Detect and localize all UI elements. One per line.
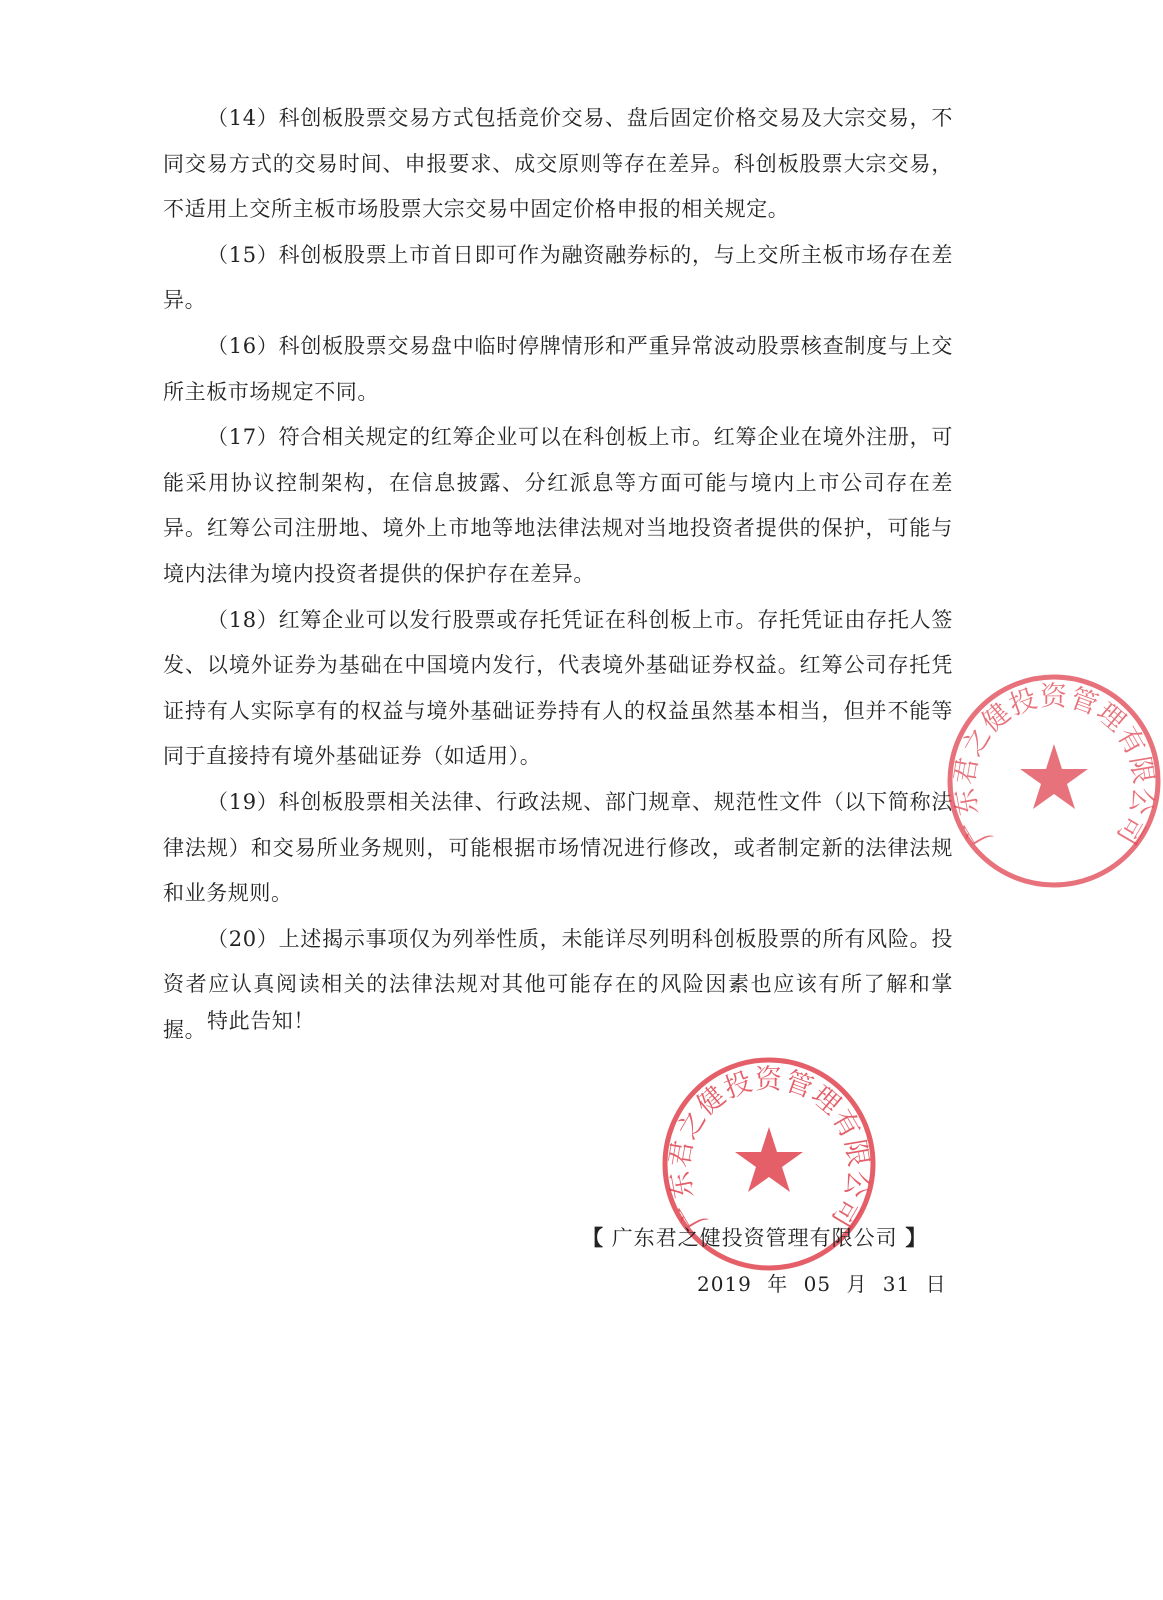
paragraph-17: （17）符合相关规定的红筹企业可以在科创板上市。红筹企业在境外注册，可能采用协议控制架构，在信息披露、分红派息等方面可能与境内上市公司存在差异。红筹公司注册地、境外上市地等地法律法规对当地投资者提供的保护，可能与境内法律为境内投资者提供的保护存在差异。	[163, 425, 953, 586]
paragraph-18: （18）红筹企业可以发行股票或存托凭证在科创板上市。存托凭证由存托人签发、以境外证券为基础在中国境内发行，代表境外基础证券权益。红筹公司存托凭证持有人实际享有的权益与境外基础证券持有人的权益虽然基本相当，但并不能等同于直接持有境外基础证券（如适用）。	[163, 607, 953, 769]
date-month: 05	[803, 1272, 832, 1296]
date-year-unit: 年	[767, 1272, 789, 1296]
svg-text:广东君之健投资管理有限公司	[664, 1064, 874, 1233]
paragraph-16: （16）科创板股票交易盘中临时停牌情形和严重异常波动股票核查制度与上交所主板市场规定不同。	[163, 333, 953, 404]
closing-line: 特此告知！	[207, 1009, 315, 1033]
company-signature	[582, 1222, 927, 1252]
date-year: 2019	[697, 1272, 752, 1296]
bracket-open: 【	[582, 1225, 604, 1250]
star-icon	[1020, 744, 1088, 809]
paragraph-19: （19）科创板股票相关法律、行政法规、部门规章、规范性文件（以下简称法律法规）和交易所业务规则，可能根据市场情况进行修改，或者制定新的法律法规和业务规则。	[163, 789, 953, 906]
paragraph-15: （15）科创板股票上市首日即可作为融资融券标的，与上交所主板市场存在差异。	[163, 242, 953, 313]
paragraph-20: （20）上述揭示事项仅为列举性质，未能详尽列明科创板股票的所有风险。投资者应认真阅读相关的法律法规对其他可能存在的风险因素也应该有所了解和掌握。	[163, 926, 953, 1042]
paragraph-14: （14）科创板股票交易方式包括竞价交易、盘后固定价格交易及大宗交易，不同交易方式的交易时间、申报要求、成交原则等存在差异。科创板股票大宗交易，不适用上交所主板市场股票大宗交易中固定价格申报的相关规定。	[163, 106, 953, 222]
date-day: 31	[882, 1272, 911, 1296]
company-name: 广东君之健投资管理有限公司	[611, 1226, 898, 1250]
star-icon	[735, 1127, 803, 1192]
svg-text:广东君之健投资管理有限公司	[949, 681, 1159, 850]
company-seal-partial	[945, 672, 1159, 888]
signature-date	[693, 1268, 951, 1297]
date-day-unit: 日	[925, 1272, 947, 1296]
date-month-unit: 月	[846, 1272, 868, 1296]
seal-text: 广东君之健投资管理有限公司	[664, 1064, 874, 1234]
bracket-close: 】	[905, 1225, 928, 1250]
notice-body	[163, 96, 953, 1053]
seal-edge-text: 广东君之健投资管理有限公司	[949, 681, 1159, 851]
